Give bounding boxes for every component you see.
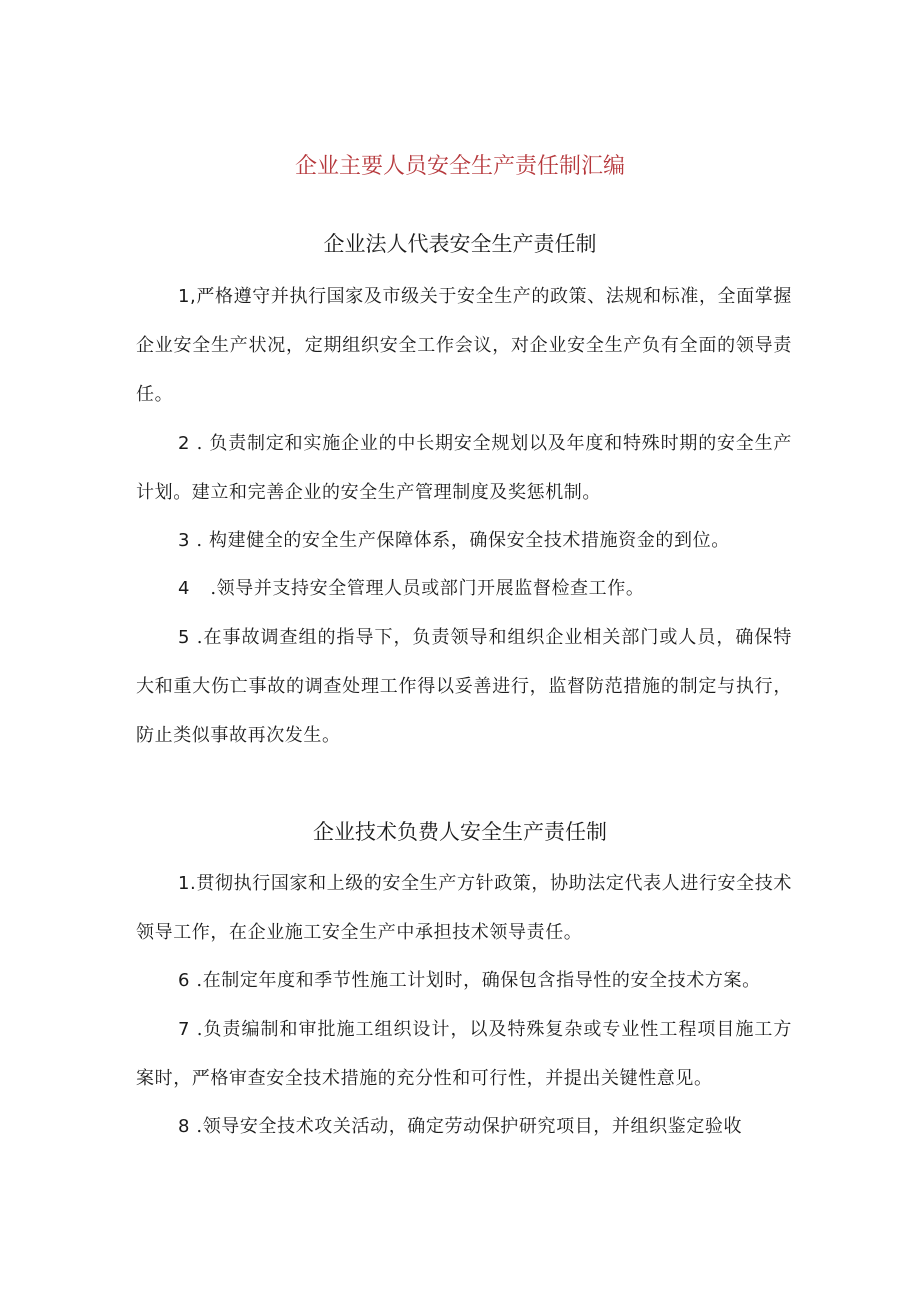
item-number: 7 [178,1019,191,1040]
item-number: 5 [178,627,191,648]
section2-item-1 [136,859,792,957]
item-number: 4 [178,578,191,599]
item-text: .在事故调查组的指导下，负责领导和组织企业相关部门或人员，确保特大和重大伤亡事故的调查处理工作得以妥善进行，监督防范措施的制定与执行，防止类似事故再次发生。 [136,627,792,746]
item-text: 贯彻执行国家和上级的安全生产方针政策，协助法定代表人进行安全技术领导工作，在企业施工安全生产中承担技术领导责任。 [136,873,792,943]
item-text: .领导安全技术攻关活动，确定劳动保护研究项目，并组织鉴定验收 [190,1116,743,1137]
item-number: 2 [178,433,191,454]
item-text: .在制定年度和季节性施工计划时，确保包含指导性的安全技术方案。 [190,970,761,991]
section2-item-7 [136,1005,792,1103]
section2-item-8 [136,1102,792,1151]
section-heading-technical-lead: 企业技术负费人安全生产责任制 [313,820,607,844]
item-text: .领导并支持安全管理人员或部门开展监督检查工作。 [204,578,645,599]
section1-item-4 [136,564,792,613]
section1-item-3 [136,516,792,565]
section1-item-1 [136,272,792,419]
item-text: .负责编制和审批施工组织设计，以及特殊复杂或专业性工程项目施工方案时，严格审查安全技术措施的充分性和可行性，并提出关键性意见。 [136,1019,792,1089]
item-text: . 负责制定和实施企业的中长期安全规划以及年度和特殊时期的安全生产计划。建立和完善企业的安全生产管理制度及奖惩机制。 [136,433,792,503]
item-text: . 构建健全的安全生产保障体系，确保安全技术措施资金的到位。 [190,530,730,551]
document-title: 企业主要人员安全生产责任制汇编 [294,154,625,179]
item-number: 1. [178,873,197,894]
section2-item-6 [136,956,792,1005]
item-text: 严格遵守并执行国家及市级关于安全生产的政策、法规和标准，全面掌握企业安全生产状况，定期组织安全工作会议，对企业安全生产负有全面的领导责任。 [136,286,792,405]
item-number: 6 [178,970,191,991]
section1-item-2 [136,419,792,517]
section1-item-5 [136,613,792,760]
item-number: 1, [178,286,197,307]
section-heading-legal-representative: 企业法人代表安全生产责任制 [323,232,597,256]
item-number: 3 [178,530,191,551]
item-number: 8 [178,1116,191,1137]
